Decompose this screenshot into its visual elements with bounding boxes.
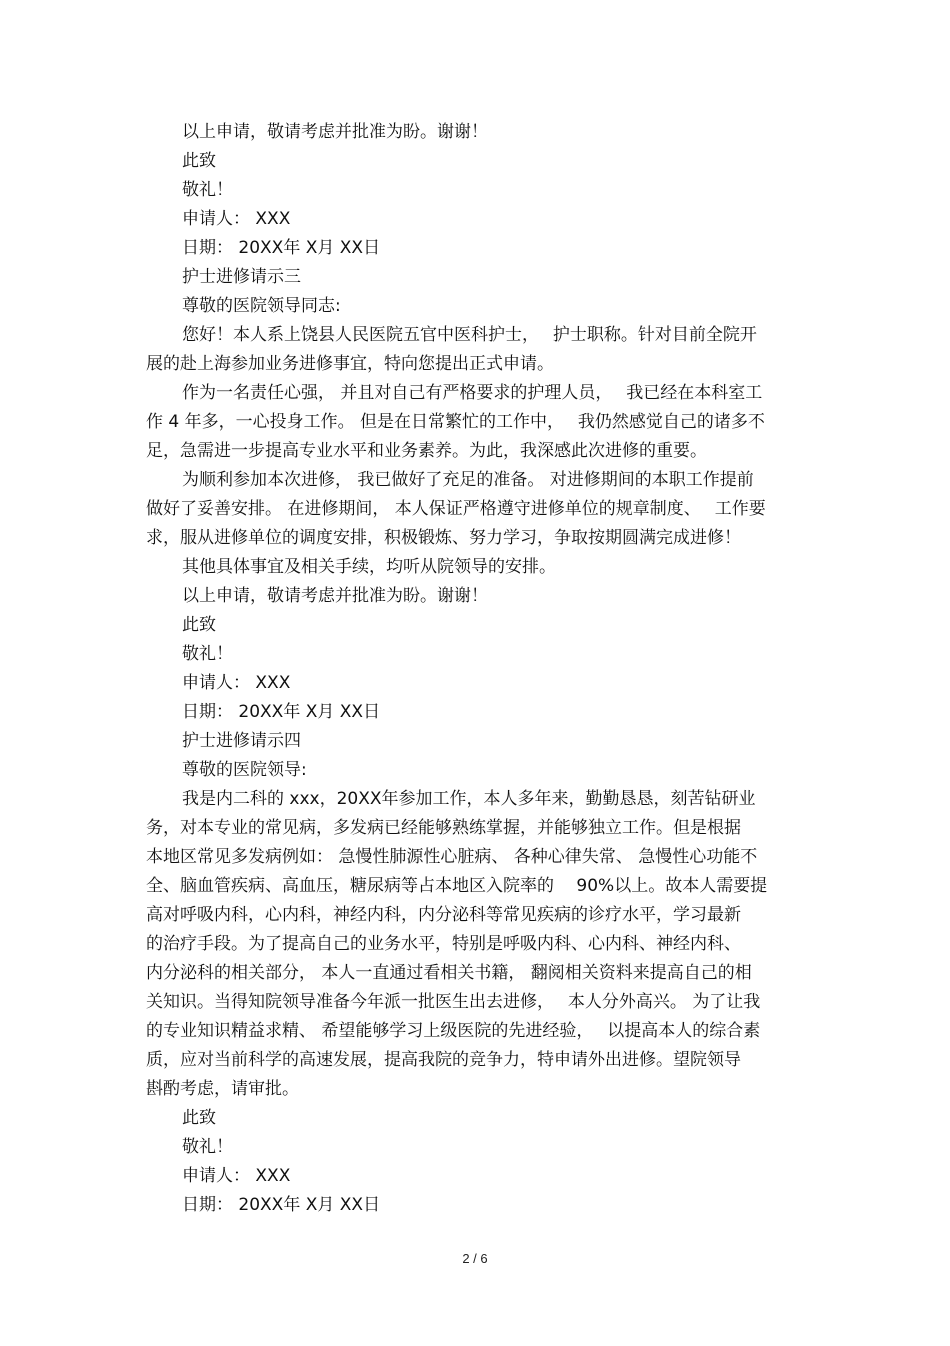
- text-line: 作为一名责任心强， 并且对自己有严格要求的护理人员， 我已经在本科室工: [182, 383, 763, 403]
- text-line: 申请人： XXX: [182, 1166, 291, 1186]
- page-number: 2 / 6: [462, 1251, 488, 1266]
- text-line: 其他具体事宜及相关手续，均听从院领导的安排。: [182, 557, 556, 577]
- text-line: 作 4 年多，一心投身工作。 但是在日常繁忙的工作中， 我仍然感觉自己的诸多不: [146, 412, 765, 432]
- text-line: 此致: [182, 1108, 216, 1128]
- text-line: 以上申请，敬请考虑并批准为盼。谢谢！: [182, 122, 488, 142]
- text-line: 本地区常见多发病例如： 急慢性肺源性心脏病、 各种心律失常、 急慢性心功能不: [146, 847, 758, 867]
- text-line: 敬礼！: [182, 644, 233, 664]
- text-line: 的治疗手段。为了提高自己的业务水平，特别是呼吸内科、心内科、神经内科、: [146, 934, 741, 954]
- text-line: 全、脑血管疾病、高血压，糖尿病等占本地区入院率的 90%以上。故本人需要提: [146, 876, 768, 896]
- text-line: 敬礼！: [182, 1137, 233, 1157]
- text-line: 护士进修请示四: [182, 731, 301, 751]
- text-line: 申请人： XXX: [182, 209, 291, 229]
- text-line: 此致: [182, 151, 216, 171]
- text-line: 护士进修请示三: [182, 267, 301, 287]
- text-line: 以上申请，敬请考虑并批准为盼。谢谢！: [182, 586, 488, 606]
- text-line: 展的赴上海参加业务进修事宜，特向您提出正式申请。: [146, 354, 554, 374]
- text-line: 关知识。当得知院领导准备今年派一批医生出去进修， 本人分外高兴。 为了让我: [146, 992, 761, 1012]
- text-line: 敬礼！: [182, 180, 233, 200]
- text-line: 务，对本专业的常见病，多发病已经能够熟练掌握，并能够独立工作。但是根据: [146, 818, 741, 838]
- text-line: 此致: [182, 615, 216, 635]
- text-line: 高对呼吸内科，心内科，神经内科，内分泌科等常见疾病的诊疗水平，学习最新: [146, 905, 741, 925]
- text-line: 尊敬的医院领导同志:: [182, 296, 341, 316]
- text-line: 质，应对当前科学的高速发展，提高我院的竞争力，特申请外出进修。望院领导: [146, 1050, 741, 1070]
- text-line: 内分泌科的相关部分， 本人一直通过看相关书籍， 翻阅相关资料来提高自己的相: [146, 963, 752, 983]
- text-line: 斟酌考虑，请审批。: [146, 1079, 299, 1099]
- text-line: 日期： 20XX年 X月 XX日: [182, 1195, 381, 1215]
- document-body: [146, 118, 806, 1220]
- text-line: 您好！本人系上饶县人民医院五官中医科护士， 护士职称。针对目前全院开: [182, 325, 757, 345]
- text-line: 日期： 20XX年 X月 XX日: [182, 702, 381, 722]
- text-line: 日期： 20XX年 X月 XX日: [182, 238, 381, 258]
- text-line: 申请人： XXX: [182, 673, 291, 693]
- text-line: 我是内二科的 xxx，20XX年参加工作，本人多年来，勤勤恳恳，刻苦钻研业: [182, 789, 756, 809]
- text-line: 做好了妥善安排。 在进修期间， 本人保证严格遵守进修单位的规章制度、 工作要: [146, 499, 766, 519]
- text-line: 尊敬的医院领导:: [182, 760, 307, 780]
- text-line: 为顺利参加本次进修， 我已做好了充足的准备。 对进修期间的本职工作提前: [182, 470, 754, 490]
- text-line: 求，服从进修单位的调度安排，积极锻炼、努力学习，争取按期圆满完成进修！: [146, 528, 741, 548]
- text-line: 足，急需进一步提高专业水平和业务素养。为此，我深感此次进修的重要。: [146, 441, 707, 461]
- text-line: 的专业知识精益求精、 希望能够学习上级医院的先进经验， 以提高本人的综合素: [146, 1021, 761, 1041]
